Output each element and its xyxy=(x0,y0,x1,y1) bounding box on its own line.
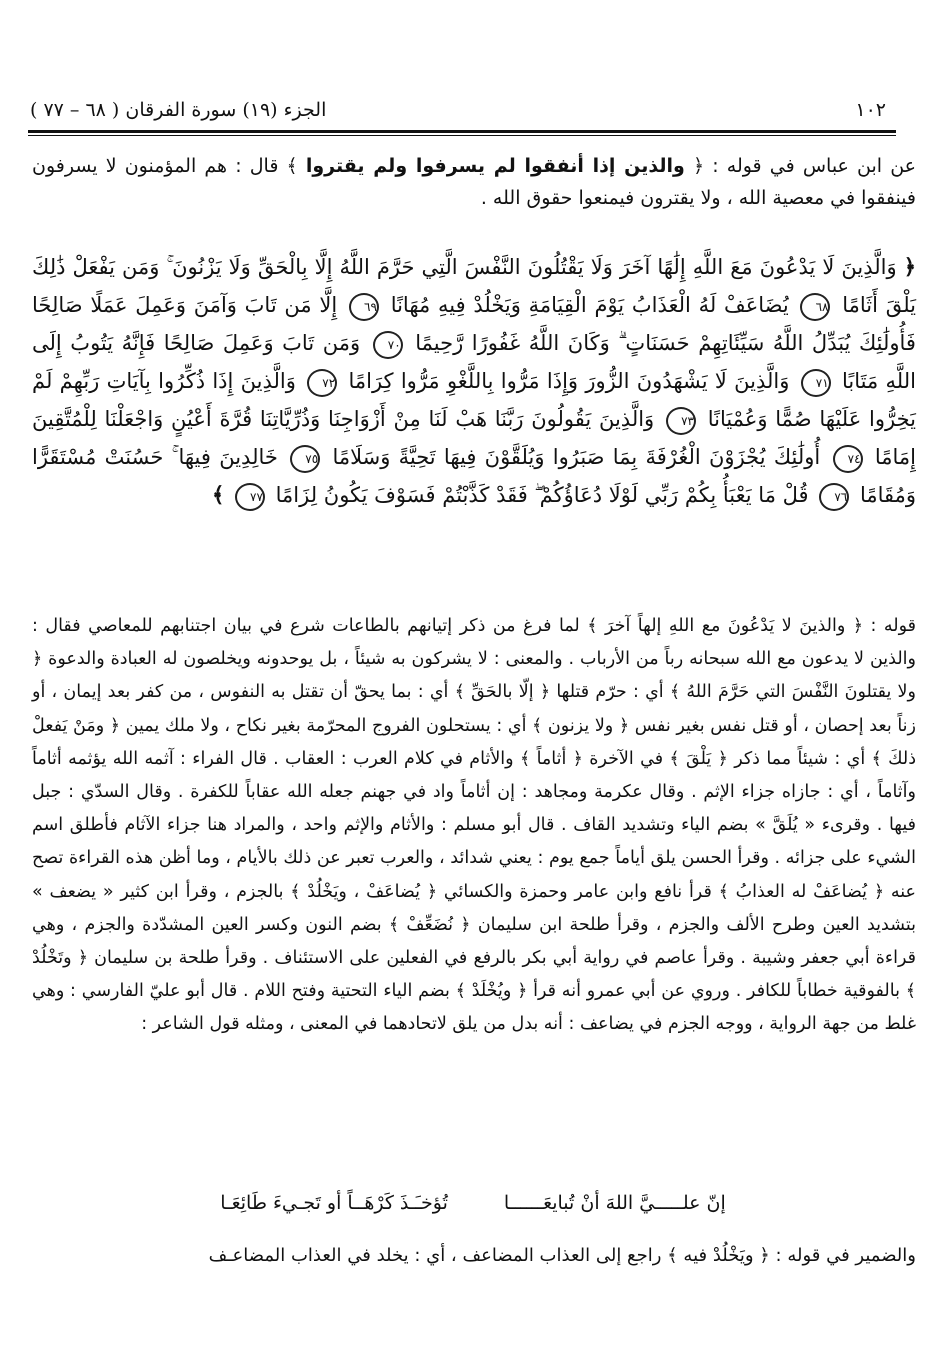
poem-verse xyxy=(60,1192,886,1214)
verse-text: قُلْ مَا يَعْبَأُ بِكُمْ رَبِّي لَوْلَا دُعَاؤُكُمْ ۖ فَقَدْ كَذَّبْتُمْ فَسَوْفَ يَكُونُ لِزَامًا xyxy=(275,483,809,507)
verse-text: إِلَّا مَن تَابَ وَآمَنَ وَعَمِلَ عَمَلًا صَالِحًا فَأُولَٰئِكَ يُبَدِّلُ اللَّهُ سَيِّئَاتِهِمْ حَسَنَاتٍ ۗ وَكَانَ اللَّهُ غَفُورًا رَّحِيمًا xyxy=(32,293,916,355)
closing-paragraph xyxy=(32,1240,916,1272)
intro-quote: والذين إذا أنفقوا لم يسرفوا ولم يقتروا xyxy=(305,155,685,177)
running-header xyxy=(30,92,886,128)
ayah-number-marker: ٧١ xyxy=(801,369,831,397)
quran-verses xyxy=(32,248,916,514)
verses-open-bracket: ﴿ xyxy=(903,254,916,279)
header-divider xyxy=(28,130,896,136)
commentary-paragraph xyxy=(32,610,916,1042)
ayah-number-marker: ٧٧ xyxy=(235,483,265,511)
verses-close-bracket: ﴾ xyxy=(211,482,225,507)
verse-text: وَالَّذِينَ يَقُولُونَ رَبَّنَا هَبْ لَنَا مِنْ أَزْوَاجِنَا وَذُرِّيَّاتِنَا قُرَّةَ أَعْيُنٍ وَاجْعَلْنَا لِلْمُتَّقِينَ إِمَامًا xyxy=(32,407,916,469)
verse-text: أُولَٰئِكَ يُجْزَوْنَ الْغُرْفَةَ بِمَا صَبَرُوا وَيُلَقَّوْنَ فِيهَا تَحِيَّةً وَسَلَامًا xyxy=(332,445,821,469)
verse-text: وَمَن تَابَ وَعَمِلَ صَالِحًا فَإِنَّهُ يَتُوبُ إِلَى اللَّهِ مَتَابًا xyxy=(32,331,916,393)
ayah-number-marker: ٦٩ xyxy=(349,293,379,321)
ayah-number-marker: ٧٣ xyxy=(666,407,696,435)
verse-text: وَالَّذِينَ لَا يَشْهَدُونَ الزُّورَ وَإِذَا مَرُّوا بِاللَّغْوِ مَرُّوا كِرَامًا xyxy=(348,369,790,393)
closing-text: والضمير في قوله : ﴿ ويَخْلُدْ فيه ﴾ راجع إلى العذاب المضاعف ، أي : يخلد في العذاب المضاعـف xyxy=(208,1245,916,1266)
ayah-number-marker: ٧٦ xyxy=(819,483,849,511)
verse-text: وَالَّذِينَ لَا يَدْعُونَ مَعَ اللَّهِ إِلَٰهًا آخَرَ وَلَا يَقْتُلُونَ النَّفْسَ الَّتِي حَرَّمَ اللَّهُ إِلَّا بِالْحَقِّ وَلَا يَزْنُونَ ۚ وَمَن يَفْعَلْ ذَٰلِكَ يَلْقَ أَثَامًا xyxy=(32,255,917,317)
commentary-text: قوله : ﴿ والذينَ لا يَدْعُونَ مع اللهِ إلهاً آخرَ ﴾ لما فرغ من ذكر إتيانهم بالطاعات شرع في بيان اجتنابهم للمعاصي فقال : والذين لا يدعون مع الله سبحانه رباً من الأرباب . والمعنى : لا يشركون به شيئاً ، بل يوحدونه ويخلصون له العبادة والدعوة ﴿ ولا يقتلونَ النَّفْسَ التي حَرَّمَ اللهُ ﴾ أي : حرّم قتلها ﴿ إلّا بالحَقِّ ﴾ أي : بما يحقّ أن تقتل به النفوس ، من كفر بعد إيمان ، أو زناً بعد إحصان ، أو قتل نفس بغير نفس ﴿ ولا يزنون ﴾ أي : يستحلون الفروج المحرّمة بغير نكاح ، ولا ملك يمين ﴿ ومَنْ يَفعلْ ذلكَ ﴾ أي : شيئاً مما ذكر ﴿ يَلْقَ ﴾ في الآخرة ﴿ أثاماً ﴾ والأثام في كلام العرب : العقاب . قال الفراء : آثمه الله يؤثمه أثاماً وآثاماً ، أي : جازاه جزاء الإثم . وقال عكرمة ومجاهد : إن أثاماً واد في جهنم جعله الله عقاباً للكفرة . وقال السدّي : جبل فيها . وقرىء « يُلَقَّ » بضم الياء وتشديد القاف . قال أبو مسلم : والأثام والإثم واحد ، والمراد هنا جزاء الآثام فأطلق اسم الشيء على جزائه . وقرأ الحسن يلق أياماً جمع يوم : يعني شدائد ، والعرب تعبر عن ذلك بالأيام ، وما أظن هذه القراءة تصح عنه ﴿ يُضاعَفْ له العذابُ ﴾ قرأ نافع وابن عامر وحمزة والكسائي ﴿ يُضاعَفْ ، ويَخْلُدْ ﴾ بالجزم ، وقرأ ابن كثير « يضعف » بتشديد العين وطرح الألف والجزم ، وقرأ طلحة ابن سليمان ﴿ نُضَعِّفْ ﴾ بضم النون وكسر العين المشدّدة والجزم ، وهي قراءة أبي جعفر وشيبة . وقرأ عاصم في رواية أبي بكر بالرفع في الفعلين على الاستئناف . وقرأ طلحة بن سليمان ﴿ وتَخْلُدْ ﴾ بالفوقية خطاباً للكافر . وروي عن أبي عمرو أنه قرأ ﴿ ويُخْلَدْ ﴾ بضم الياء التحتية وفتح اللام . قال أبو عليّ الفارسي : وهي غلط من جهة الرواية ، ووجه الجزم في يضاعف : أنه بدل من يلق لاتحادهما في المعنى ، ومثله قول الشاعر : xyxy=(32,616,916,1035)
verse-text: خَالِدِينَ فِيهَا ۚ حَسُنَتْ مُسْتَقَرًّا وَمُقَامًا xyxy=(32,445,916,507)
poem-hemistich-2: تُؤخـَـذَ كَرْهَــاً أو تَجـيءَ طَائِعَـا xyxy=(220,1192,448,1214)
page-number: ١٠٢ xyxy=(855,99,886,121)
intro-lead: عن ابن عباس في قوله : ﴿ xyxy=(692,155,917,177)
ayah-number-marker: ٧٥ xyxy=(290,445,320,473)
poem-hemistich-1: إنّ علـــــيَّ اللهَ أنْ تُبايعَــــــا xyxy=(503,1192,726,1214)
verse-text: وَالَّذِينَ إِذَا ذُكِّرُوا بِآيَاتِ رَبِّهِمْ لَمْ يَخِرُّوا عَلَيْهَا صُمًّا وَعُمْيَانًا xyxy=(32,369,916,431)
verse-text: يُضَاعَفْ لَهُ الْعَذَابُ يَوْمَ الْقِيَامَةِ وَيَخْلُدْ فِيهِ مُهَانًا xyxy=(390,293,789,317)
intro-tail: ﴾ قال : هم المؤمنون لا يسرفون فينفقوا في معصية الله ، ولا يقترون فيمنعوا حقوق الله . xyxy=(32,155,916,209)
ayah-number-marker: ٧٤ xyxy=(833,445,863,473)
ayah-number-marker: ٦٨ xyxy=(800,293,830,321)
running-title: الجزء (١٩) سورة الفرقان ( ٦٨ – ٧٧ ) xyxy=(30,99,327,121)
ayah-number-marker: ٧٢ xyxy=(307,369,337,397)
intro-paragraph xyxy=(32,150,916,214)
ayah-number-marker: ٧٠ xyxy=(373,331,403,359)
